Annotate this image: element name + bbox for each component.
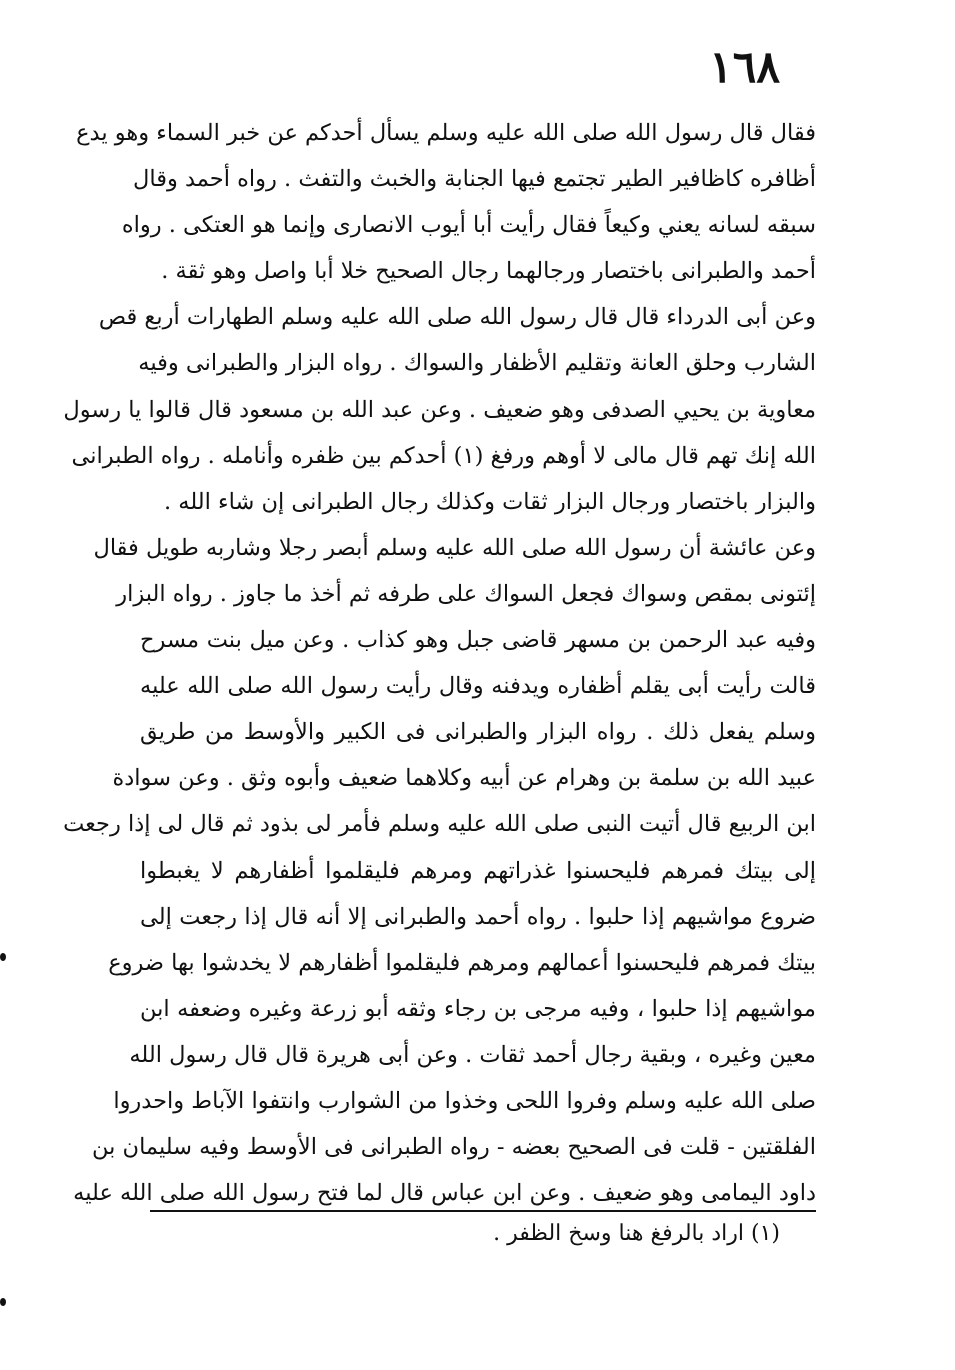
text-line: أحمد والطبرانى باختصار ورجالهما رجال الصحيح خلا أبا واصل وهو ثقة . bbox=[161, 258, 816, 285]
scan-speck bbox=[0, 953, 6, 961]
text-line: داود اليمامى وهو ضعيف . وعن ابن عباس قال لما فتح رسول الله صلى الله عليه bbox=[73, 1180, 816, 1207]
text-line: صلى الله عليه وسلم وفروا اللحى وخذوا من الشوارب وانتفوا الآباط واحدروا bbox=[113, 1087, 816, 1114]
text-line: سبقه لسانه يعني وكيعاً فقال رأيت أبا أيوب الانصارى وإنما هو العتكى . رواه bbox=[121, 212, 816, 239]
text-line: وعن أبى الدرداء قال قال رسول الله صلى الله عليه وسلم الطهارات أربع قص bbox=[98, 304, 816, 331]
text-line: ضروع مواشيهم إذا حلبوا . رواه أحمد والطبرانى إلا أنه قال إذا رجعت إلى bbox=[140, 903, 816, 930]
page-number: ١٦٨ bbox=[709, 42, 780, 93]
text-line: وعن عائشة أن رسول الله صلى الله عليه وسلم أبصر رجلا وشاربه طويل فقال bbox=[93, 534, 816, 561]
text-line: وسلم يفعل ذلك . رواه البزار والطبرانى فى الكبير والأوسط من طريق bbox=[140, 719, 816, 746]
main-text bbox=[63, 110, 816, 1216]
text-line: فقال قال رسول الله صلى الله عليه وسلم يسأل أحدكم عن خبر السماء وهو يدع bbox=[76, 120, 816, 146]
scan-speck bbox=[0, 1298, 6, 1306]
text-line: ابن الربيع قال أتيت النبى صلى الله عليه وسلم فأمر لى بذود ثم قال لى إذا رجعت bbox=[63, 811, 816, 838]
text-line: الله إنك تهم قال مالى لا أوهم ورفغ (١) أحدكم بين ظفره وأنامله . رواه الطبرانى bbox=[71, 442, 816, 469]
footnote: (١) اراد بالرفغ هنا وسخ الظفر . bbox=[493, 1221, 780, 1246]
text-line: الشارب وحلق العانة وتقليم الأظفار والسواك . رواه البزار والطبرانى وفيه bbox=[138, 350, 816, 377]
text-line: معاوية بن يحيي الصدفى وهو ضعيف . وعن عبد الله بن مسعود قال قالوا يا رسول bbox=[63, 396, 816, 423]
text-line: معين وغيره ، وبقية رجال أحمد ثقات . وعن أبى هريرة قال قال رسول الله bbox=[129, 1041, 816, 1068]
text-line: قالت رأيت أبى يقلم أظفاره ويدفنه وقال رأيت رسول الله صلى الله عليه bbox=[140, 673, 816, 700]
text-line: إئتونى بمقص وسواك فجعل السواك على طرفه ثم أخذ ما جاوز . رواه البزار bbox=[116, 580, 816, 607]
text-line: وفيه عبد الرحمن بن مسهر قاضى جبل وهو كذاب . وعن ميل بنت مسرح bbox=[140, 627, 816, 654]
text-line: بيتك فمرهم فليحسنوا أعمالهم ومرهم فليقلموا أظفارهم لا يخدشوا بها ضروع bbox=[108, 949, 816, 976]
text-line: أظافره كاظافير الطير تجتمع فيها الجنابة والخبث والتفث . رواه أحمد وقال bbox=[133, 166, 816, 193]
text-line: إلى بيتك فمرهم فليحسنوا غذراتهم ومرهم فليقلموا أظفارهم لا يغبطوا bbox=[140, 857, 816, 884]
text-line: والبزار باختصار ورجال البزار ثقات وكذلك رجال الطبرانى إن شاء الله . bbox=[163, 488, 816, 515]
text-line: مواشيهم إذا حلبوا ، وفيه مرجى بن رجاء وثقه أبو زرعة وغيره وضعفه ابن bbox=[140, 995, 816, 1022]
text-line: عبيد الله بن سلمة بن وهرام عن أبيه وكلاهما ضعيف وأبوه وثق . وعن سوادة bbox=[112, 765, 816, 792]
footnote-divider bbox=[150, 1210, 816, 1212]
text-line: الفلقتين - قلت فى الصحيح بعضه - رواه الطبرانى فى الأوسط وفيه سليمان بن bbox=[92, 1134, 816, 1161]
